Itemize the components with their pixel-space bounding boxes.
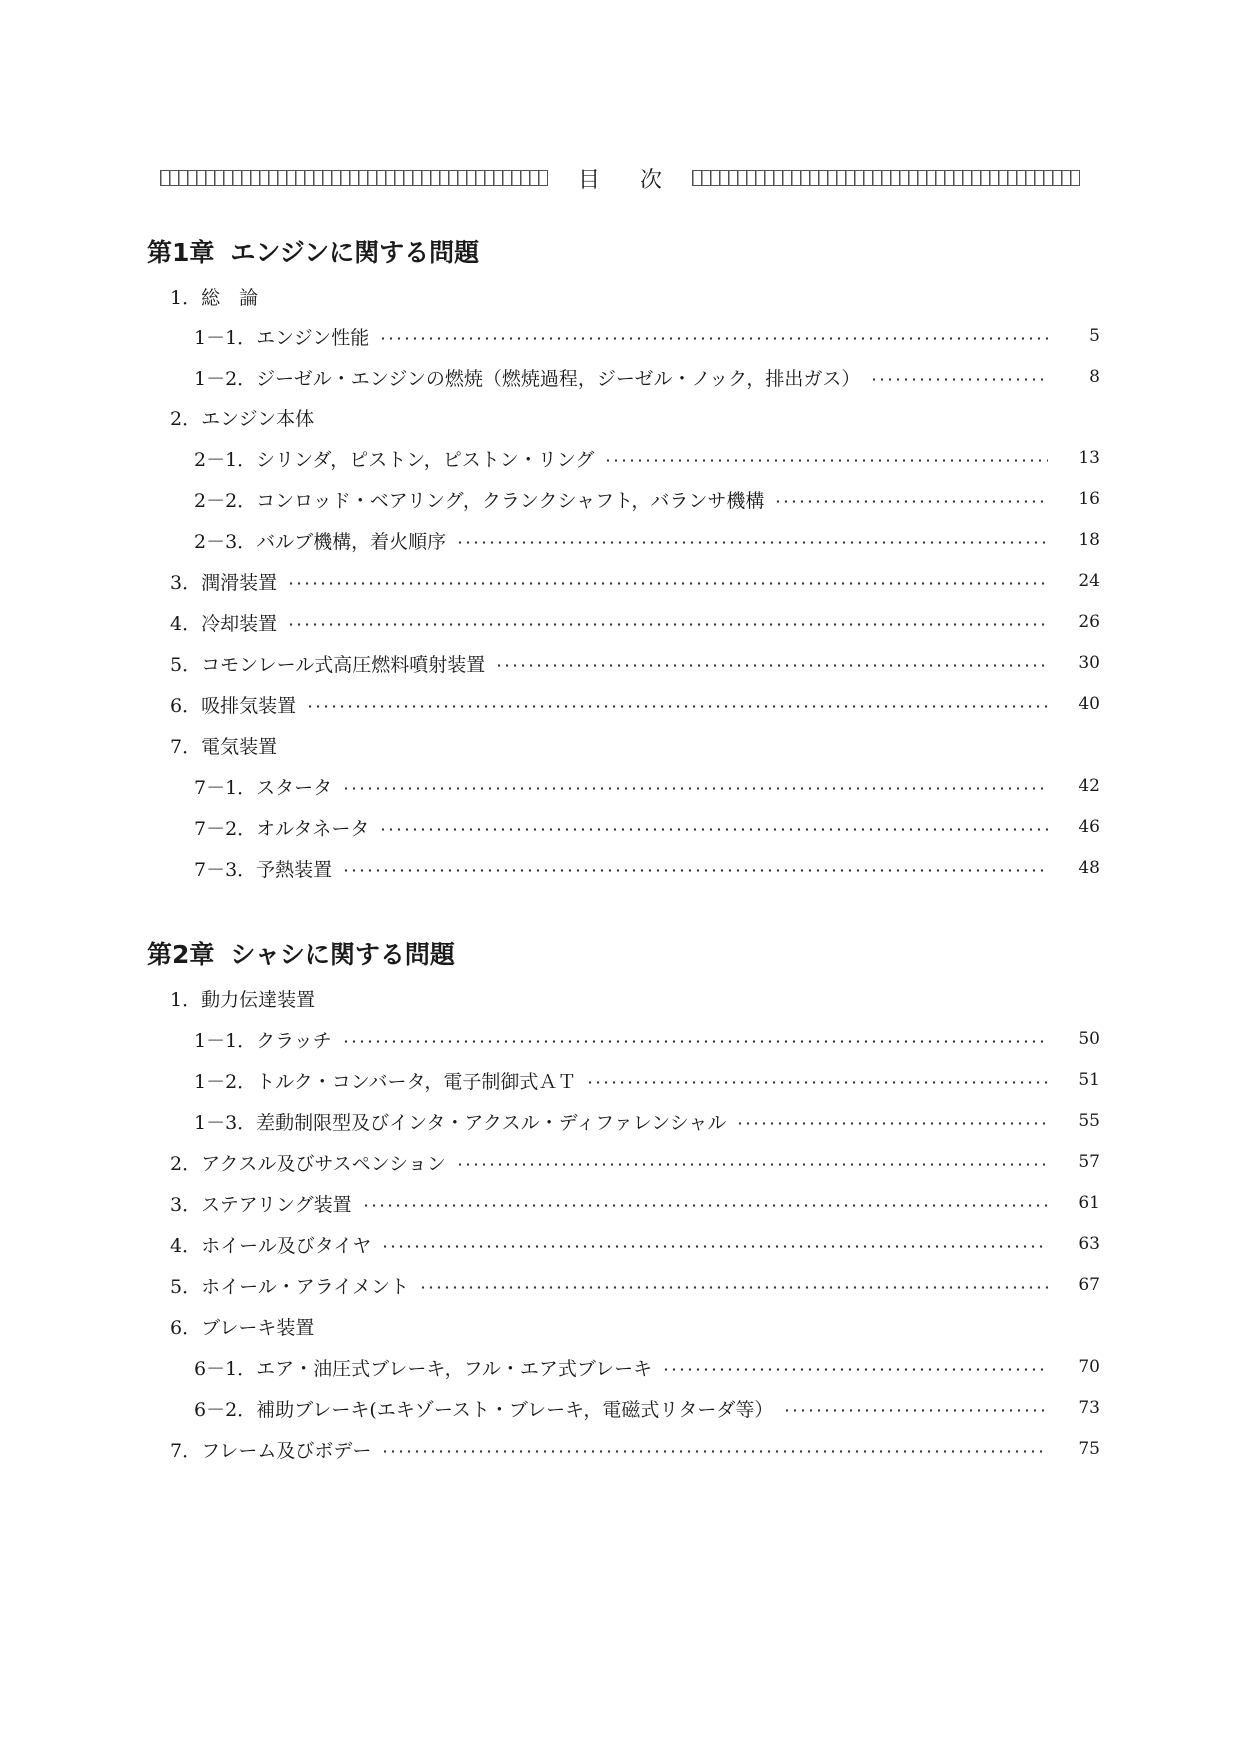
toc-entry[interactable]	[0, 522, 1100, 558]
toc-entry-label: 1－2．トルク・コンバータ，電子制御式ＡＴ	[194, 1070, 577, 1093]
toc-page-number: 51	[1078, 1070, 1100, 1090]
toc-entry[interactable]	[0, 1390, 1100, 1426]
toc-entry[interactable]	[0, 1021, 1100, 1057]
toc-page-number: 63	[1078, 1234, 1100, 1254]
toc-entry[interactable]	[0, 1349, 1100, 1385]
chapter-number: 第1章	[147, 238, 215, 267]
toc-entry[interactable]	[0, 1226, 1100, 1262]
title-ornament-left	[160, 170, 548, 186]
dot-leader	[362, 1204, 1048, 1207]
toc-page-number: 48	[1078, 858, 1100, 878]
toc-page-number: 5	[1089, 326, 1100, 346]
dot-leader	[495, 664, 1048, 667]
dot-leader	[604, 459, 1048, 462]
toc-entry-label: 2．アクスル及びサスペンション	[170, 1152, 446, 1175]
toc-page-number: 30	[1078, 653, 1100, 673]
toc-page-number: 75	[1078, 1439, 1100, 1459]
toc-entry[interactable]	[0, 1103, 1100, 1139]
toc-entry-label: 4．ホイール及びタイヤ	[170, 1234, 372, 1257]
toc-entry-label: 1．総 論	[170, 286, 259, 309]
toc-entry[interactable]	[0, 318, 1100, 354]
toc-entry[interactable]	[0, 727, 1100, 763]
toc-entry[interactable]	[0, 481, 1100, 517]
toc-page-number: 16	[1078, 489, 1100, 509]
toc-entry[interactable]	[0, 278, 1100, 314]
toc-entry[interactable]	[0, 399, 1100, 435]
toc-entry-label: 1－1．クラッチ	[194, 1029, 332, 1052]
toc-entry-label: 1－2．ジーゼル・エンジンの燃焼（燃焼過程，ジーゼル・ノック，排出ガス）	[194, 367, 861, 390]
toc-entry[interactable]	[0, 359, 1100, 395]
dot-leader	[342, 869, 1048, 872]
toc-entry-label: 1－1．エンジン性能	[194, 326, 370, 349]
toc-entry[interactable]	[0, 604, 1100, 640]
dot-leader	[774, 500, 1048, 503]
toc-entry-label: 1．動力伝達装置	[170, 988, 316, 1011]
toc-entry[interactable]	[0, 768, 1100, 804]
toc-entry-label: 2．エンジン本体	[170, 407, 315, 430]
toc-entry[interactable]	[0, 645, 1100, 681]
chapter-number: 第2章	[147, 940, 215, 969]
toc-entry-label: 6－2．補助ブレーキ(エキゾースト・ブレーキ，電磁式リターダ等）	[194, 1398, 774, 1421]
toc-entry[interactable]	[0, 1267, 1100, 1303]
chapter-2-heading	[147, 935, 1097, 971]
toc-page-number: 50	[1078, 1029, 1100, 1049]
toc-entry[interactable]	[0, 440, 1100, 476]
toc-entry-label: 5．コモンレール式高圧燃料噴射装置	[170, 653, 486, 676]
toc-entry[interactable]	[0, 686, 1100, 722]
toc-entry[interactable]	[0, 1062, 1100, 1098]
toc-entry-label: 3．潤滑装置	[170, 571, 278, 594]
dot-leader	[287, 623, 1048, 626]
toc-page-number: 42	[1078, 776, 1100, 796]
dot-leader	[379, 337, 1048, 340]
toc-page-number: 70	[1078, 1357, 1100, 1377]
toc-entry[interactable]	[0, 563, 1100, 599]
toc-page-number: 18	[1078, 530, 1100, 550]
toc-title	[548, 163, 692, 194]
dot-leader	[586, 1081, 1048, 1084]
dot-leader	[379, 828, 1048, 831]
dot-leader	[783, 1409, 1048, 1412]
toc-entry[interactable]	[0, 1185, 1100, 1221]
chapter-title: エンジンに関する問題	[230, 238, 480, 267]
toc-entry-label: 7－2．オルタネータ	[194, 817, 370, 840]
toc-entry-label: 5．ホイール・アライメント	[170, 1275, 409, 1298]
toc-title-char-1: 目	[577, 167, 640, 193]
toc-entry-label: 2－2．コンロッド・ベアリング，クランクシャフト，バランサ機構	[194, 489, 765, 512]
toc-entry-label: 4．冷却装置	[170, 612, 278, 635]
dot-leader	[456, 1163, 1048, 1166]
toc-title-line	[160, 160, 1080, 196]
dot-leader	[381, 1450, 1048, 1453]
toc-entry[interactable]	[0, 1144, 1100, 1180]
dot-leader	[870, 378, 1048, 381]
toc-entry-label: 7．フレーム及びボデー	[170, 1439, 372, 1462]
toc-page-number: 24	[1078, 571, 1100, 591]
toc-entry-label: 1－3．差動制限型及びインタ・アクスル・ディファレンシャル	[194, 1111, 727, 1134]
chapter-1-heading	[147, 233, 1097, 269]
toc-entry-label: 6．ブレーキ装置	[170, 1316, 315, 1339]
dot-leader	[381, 1245, 1048, 1248]
dot-leader	[419, 1286, 1048, 1289]
toc-page-number: 67	[1078, 1275, 1100, 1295]
toc-entry-label: 7．電気装置	[170, 735, 278, 758]
dot-leader	[342, 787, 1048, 790]
dot-leader	[736, 1122, 1048, 1125]
toc-entry-label: 2－1．シリンダ，ピストン，ピストン・リング	[194, 448, 595, 471]
toc-entry[interactable]	[0, 980, 1100, 1016]
toc-entry-label: 3．ステアリング装置	[170, 1193, 352, 1216]
dot-leader	[287, 582, 1048, 585]
toc-entry[interactable]	[0, 809, 1100, 845]
toc-page-number: 61	[1078, 1193, 1100, 1213]
toc-page-number: 13	[1078, 448, 1100, 468]
toc-entry-label: 7－1．スタータ	[194, 776, 333, 799]
toc-page-number: 55	[1078, 1111, 1100, 1131]
dot-leader	[456, 541, 1048, 544]
toc-page-number: 40	[1078, 694, 1100, 714]
toc-page-number: 73	[1078, 1398, 1100, 1418]
toc-title-char-2: 次	[640, 167, 663, 193]
toc-entry[interactable]	[0, 1308, 1100, 1344]
toc-entry[interactable]	[0, 850, 1100, 886]
dot-leader	[306, 705, 1048, 708]
title-ornament-right	[692, 170, 1080, 186]
chapter-title: シャシに関する問題	[230, 940, 455, 969]
toc-page-number: 26	[1078, 612, 1100, 632]
toc-entry[interactable]	[0, 1431, 1100, 1467]
toc-entry-label: 7－3．予熱装置	[194, 858, 333, 881]
dot-leader	[342, 1040, 1048, 1043]
toc-page-number: 8	[1089, 367, 1100, 387]
toc-entry-label: 6．吸排気装置	[170, 694, 297, 717]
toc-page-number: 57	[1078, 1152, 1100, 1172]
dot-leader	[662, 1368, 1048, 1371]
toc-entry-label: 6－1．エア・油圧式ブレーキ，フル・エア式ブレーキ	[194, 1357, 653, 1380]
toc-page-number: 46	[1078, 817, 1100, 837]
toc-entry-label: 2－3．バルブ機構，着火順序	[194, 530, 447, 553]
